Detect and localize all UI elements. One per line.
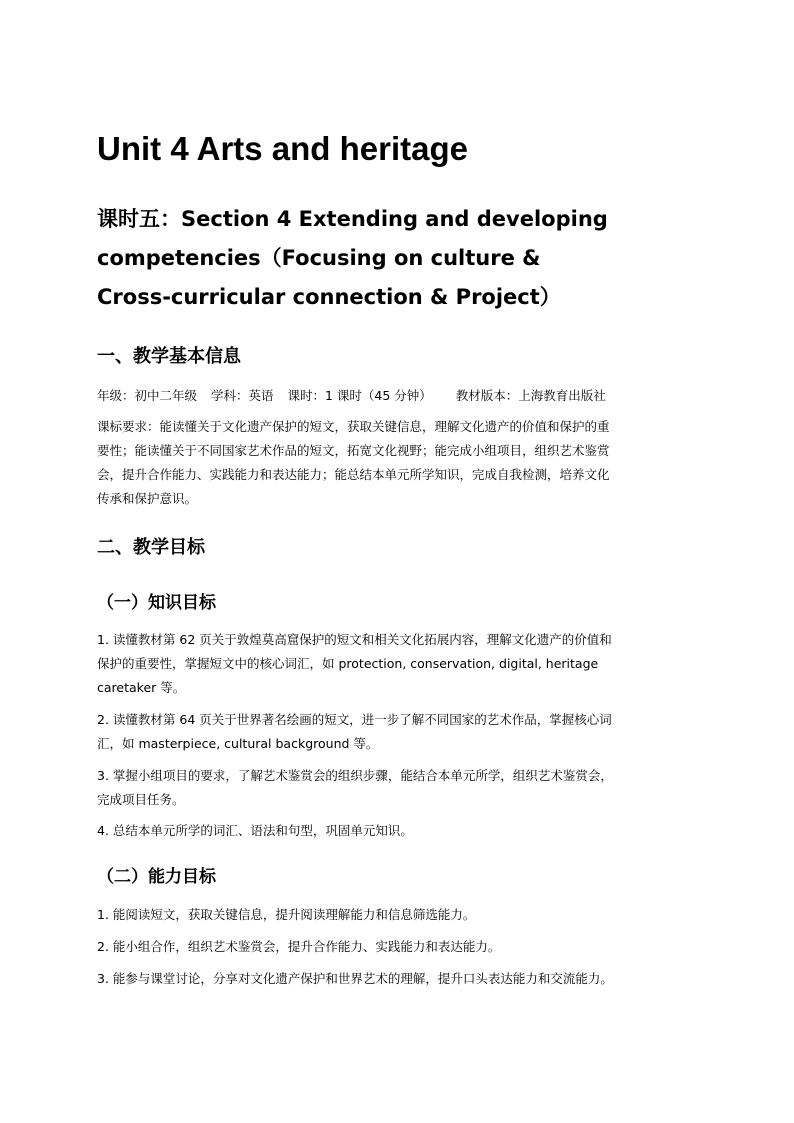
section-heading-basic-info: 一、教学基本信息 [97, 346, 241, 367]
paragraph-line: 课标要求：能读懂关于文化遗产保护的短文，获取关键信息，理解文化遗产的价值和保护的重 [97, 419, 610, 434]
knowledge-item [97, 819, 703, 843]
knowledge-item [97, 628, 703, 700]
subtitle-line: competencies（Focusing on culture & [97, 246, 541, 270]
ability-item [97, 967, 703, 991]
subtitle-line: Cross-curricular connection & Project） [97, 285, 561, 309]
section-heading-objectives: 二、教学目标 [97, 537, 205, 558]
curriculum-requirement [97, 415, 703, 511]
subheading-knowledge: （一）知识目标 [97, 593, 216, 613]
lesson-subtitle [97, 200, 703, 317]
knowledge-item [97, 764, 703, 812]
period-info: 课时：1 课时（45 分钟） [287, 388, 432, 403]
paragraph-line: caretaker 等。 [97, 680, 186, 695]
page-title: Unit 4 Arts and heritage [97, 130, 469, 167]
paragraph-line: 汇，如 masterpiece, cultural background 等。 [97, 736, 379, 751]
ability-item [97, 935, 703, 959]
subheading-ability: （二）能力目标 [97, 867, 216, 887]
paragraph-line: 3. 掌握小组项目的要求，了解艺术鉴赏会的组织步骤，能结合本单元所学，组织艺术鉴赏会， [97, 768, 613, 783]
paragraph-line: 2. 读懂教材第 64 页关于世界著名绘画的短文，进一步了解不同国家的艺术作品，掌握核心词 [97, 712, 612, 727]
subtitle-line: 课时五：Section 4 Extending and developing [97, 207, 608, 231]
subject-info: 学科：英语 [211, 388, 274, 403]
edition-info: 教材版本：上海教育出版社 [455, 388, 606, 403]
grade-info: 年级：初中二年级 [97, 388, 198, 403]
paragraph-line: 要性；能读懂关于不同国家艺术作品的短文，拓宽文化视野；能完成小组项目，组织艺术鉴赏 [97, 443, 610, 458]
paragraph-line: 完成项目任务。 [97, 792, 185, 807]
paragraph-line: 3. 能参与课堂讨论，分享对文化遗产保护和世界艺术的理解，提升口头表达能力和交流能力。 [97, 971, 613, 986]
paragraph-line: 会，提升合作能力、实践能力和表达能力；能总结本单元所学知识，完成自我检测，培养文化 [97, 467, 610, 482]
paragraph-line: 2. 能小组合作，组织艺术鉴赏会，提升合作能力、实践能力和表达能力。 [97, 939, 501, 954]
paragraph-line: 4. 总结本单元所学的词汇、语法和句型，巩固单元知识。 [97, 823, 413, 838]
paragraph-line: 传承和保护意识。 [97, 491, 198, 506]
paragraph-line: 1. 能阅读短文，获取关键信息，提升阅读理解能力和信息筛选能力。 [97, 907, 476, 922]
knowledge-item [97, 708, 703, 756]
ability-item [97, 903, 703, 927]
basic-info-line [97, 384, 703, 408]
paragraph-line: 保护的重要性，掌握短文中的核心词汇，如 protection, conservation, digital, heritage [97, 656, 599, 671]
paragraph-line: 1. 读懂教材第 62 页关于敦煌莫高窟保护的短文和相关文化拓展内容，理解文化遗产的价值和 [97, 632, 612, 647]
